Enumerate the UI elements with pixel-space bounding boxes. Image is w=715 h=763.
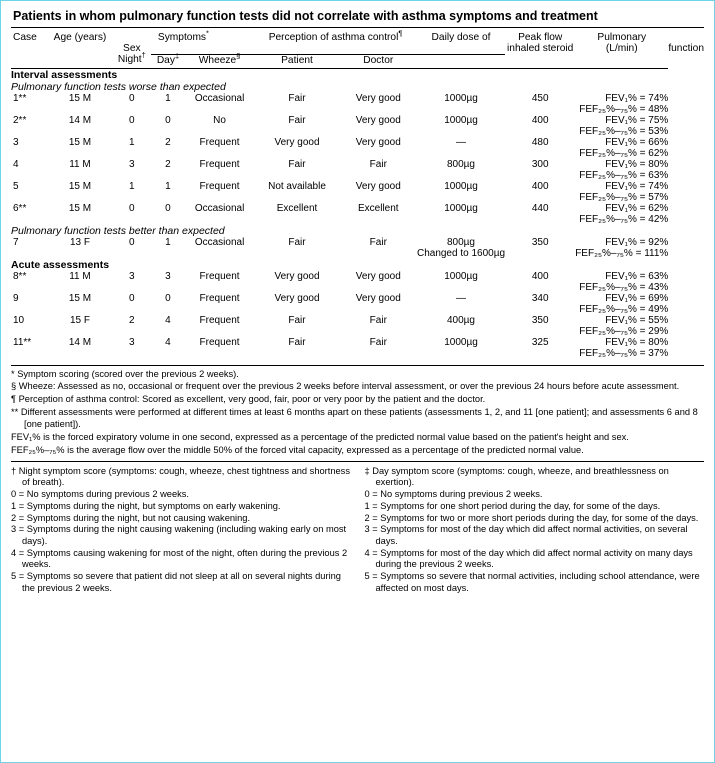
header-group-rules [11,43,704,54]
cell-peak-flow: 350 [531,314,549,326]
cell-steroid: 1000µg [444,202,478,214]
cell-doctor: Very good [355,136,401,148]
col-peak-flow-line1: Peak flow [518,32,563,43]
cell-wheeze: Frequent [199,336,240,348]
table-row-secondary [11,282,704,293]
cell-fef: FEF₂₅%–₇₅% = 48% [579,103,669,115]
cell-fef: FEF₂₅%–₇₅% = 63% [579,169,669,181]
section-label: Pulmonary function tests worse than expected [11,80,226,93]
section-header-row [11,259,704,271]
cell-doctor: Fair [369,236,387,248]
cell-patient: Excellent [276,202,318,214]
day-footnote-mark: ‡ [174,51,180,61]
cell-blank [11,248,417,259]
score-item: 3 = Symptoms during the night causing wakening (including waking early on most days). [11,524,347,546]
cell-patient: Fair [288,158,306,170]
cell-case: 9 [13,292,19,304]
cell-doctor: Excellent [358,202,399,214]
col-day-label: Day [156,54,175,66]
score-item: 1 = Symptoms during the night, but symptoms on early wakening. [11,500,281,511]
cell-wheeze: No [213,114,226,126]
cell-age: 15 M [68,180,92,192]
cell-blank [11,170,417,181]
cell-blank [505,170,575,181]
section-label: Interval assessments [11,68,118,81]
table-row [11,181,704,192]
cell-steroid: 1000µg [444,270,478,282]
table-row-secondary [11,248,704,259]
cell-steroid: 800µg [446,236,475,248]
table-row [11,159,704,170]
cell-day: 1 [165,180,171,192]
cell-blank [505,192,575,203]
table-row [11,293,704,304]
cell-age: 15 F [69,314,90,326]
cell-wheeze: Frequent [199,180,240,192]
cell-blank [505,348,575,359]
cell-fev: FEV₁% = 69% [605,292,669,304]
cell-day: 0 [165,292,171,304]
symptoms-footnote-mark: * [206,28,209,38]
data-table [11,28,704,359]
cell-blank [505,282,575,293]
cell-blank [417,348,505,359]
cell-night: 2 [129,314,135,326]
cell-patient: Very good [274,292,320,304]
cell-blank [505,148,575,159]
table-row-secondary [11,104,704,115]
col-symptoms-label: Symptoms [157,32,207,43]
cell-night: 3 [129,336,135,348]
table-row [11,315,704,326]
col-day [151,51,185,66]
cell-blank [417,126,505,137]
cell-day: 3 [165,270,171,282]
cell-night: 0 [129,114,135,126]
score-item: 4 = Symptoms causing wakening for most of the night, often during the previous 2 weeks. [11,547,348,570]
cell-wheeze: Frequent [199,314,240,326]
table-row-secondary [11,304,704,315]
cell-day: 1 [165,236,171,248]
cell-case: 2** [13,114,27,126]
cell-age: 15 M [68,202,92,214]
cell-wheeze: Occasional [194,236,245,248]
night-score-items [11,489,351,594]
cell-blank [417,170,505,181]
cell-doctor: Fair [369,336,387,348]
cell-case: 6** [13,202,27,214]
cell-fev: FEV₁% = 66% [605,136,669,148]
table-row [11,237,704,248]
cell-night: 1 [129,180,135,192]
cell-patient: Fair [288,236,306,248]
cell-day: 4 [165,336,171,348]
col-wheeze-label: Wheeze [198,54,237,66]
cell-steroid: 400µg [446,314,475,326]
cell-doctor: Very good [355,92,401,104]
notes-block [11,366,704,458]
cell-age: 14 M [68,114,92,126]
cell-fev: FEV₁% = 75% [605,114,669,126]
cell-peak-flow: 450 [531,92,549,104]
table-row-secondary [11,326,704,337]
cell-fef: FEF₂₅%–₇₅% = 62% [579,147,669,159]
cell-fef: FEF₂₅%–₇₅% = 49% [579,303,669,315]
col-daily-dose-line2: inhaled steroid [507,43,574,54]
cell-doctor: Very good [355,292,401,304]
col-night [113,50,151,66]
cell-day: 2 [165,136,171,148]
cell-blank [11,214,417,225]
day-symptom-score-column [365,466,705,595]
cell-blank [417,104,505,115]
cell-peak-flow: 440 [531,202,549,214]
cell-fef: FEF₂₅%–₇₅% = 111% [575,247,669,259]
cell-peak-flow: 480 [531,136,549,148]
cell-doctor: Very good [355,180,401,192]
cell-case: 3 [13,136,19,148]
note-line: FEF₂₅%–₇₅% is the average flow over the middle 50% of the forced vital capacity, expressed as a percentage of the predicted normal value. [11,444,584,455]
day-score-items [365,489,705,594]
note-line: FEV₁% is the forced expiratory volume in one second, expressed as a percentage of the predicted normal value based on the patient's height and sex. [11,431,629,442]
cell-blank [505,104,575,115]
cell-fef: FEF₂₅%–₇₅% = 43% [579,281,669,293]
day-score-heading: ‡ Day symptom score (symptoms: cough, wheeze, and breathlessness on exertion). [364,465,669,488]
cell-wheeze: Occasional [194,92,245,104]
cell-steroid: — [456,136,466,148]
cell-blank [417,192,505,203]
cell-fef: FEF₂₅%–₇₅% = 57% [579,191,669,203]
score-item: 3 = Symptoms for most of the day which did affect normal activities, on several days. [364,524,688,546]
night-score-heading: † Night symptom score (symptoms: cough, wheeze, chest tightness and shortness of breath). [11,465,350,488]
col-symptoms [113,28,255,43]
cell-peak-flow: 350 [531,236,549,248]
cell-fev: FEV₁% = 80% [605,336,669,348]
cell-doctor: Very good [355,114,401,126]
cell-fev: FEV₁% = 63% [605,270,669,282]
col-peak-flow-line2: (L/min) [605,43,638,54]
cell-blank [11,126,417,137]
table-body [11,69,704,359]
cell-fef: FEF₂₅%–₇₅% = 29% [579,325,669,337]
cell-day: 1 [165,92,171,104]
col-doctor: Doctor [363,54,394,66]
cell-day: 0 [165,114,171,126]
cell-wheeze: Frequent [199,292,240,304]
cell-fef: FEF₂₅%–₇₅% = 42% [579,213,669,225]
cell-day: 4 [165,314,171,326]
cell-fev: FEV₁% = 74% [605,92,669,104]
cell-case: 8** [13,270,27,282]
cell-fef: FEF₂₅%–₇₅% = 53% [579,125,669,137]
table-row [11,271,704,282]
cell-night: 3 [129,270,135,282]
cell-blank [417,214,505,225]
night-symptom-score-column [11,466,351,595]
cell-night: 0 [129,202,135,214]
section-header-row [11,81,704,93]
cell-steroid: 1000µg [444,336,478,348]
cell-night: 0 [129,236,135,248]
cell-peak-flow: 325 [531,336,549,348]
table-row-secondary [11,148,704,159]
note-line: ** Different assessments were performed at different times at least 6 months apart on these patients (assessments 1, 2, and 11 [one patient]; and assessments 6 and 8 [one patient]). [11,407,698,430]
col-wheeze [185,51,254,66]
perception-footnote-mark: ¶ [398,28,403,38]
col-pulmonary-line2: function [668,43,704,54]
table-row-secondary [11,214,704,225]
section-header-row [11,69,704,81]
cell-age: 11 M [69,158,91,170]
cell-fev: FEV₁% = 62% [605,202,669,214]
col-case: Case [13,32,37,43]
perception-group-rule [340,43,505,54]
cell-patient: Fair [288,314,306,326]
cell-steroid: 800µg [446,158,475,170]
cell-fev: FEV₁% = 80% [605,158,669,170]
cell-age: 13 F [69,236,90,248]
table-row [11,137,704,148]
cell-blank [417,282,505,293]
cell-peak-flow: 300 [531,158,549,170]
table-row-secondary [11,348,704,359]
table-row-secondary [11,170,704,181]
header-row-3 [11,54,704,66]
table-row-secondary [11,192,704,203]
cell-blank [505,326,575,337]
cell-wheeze: Frequent [199,270,240,282]
cell-patient: Very good [274,270,320,282]
note-line: § Wheeze: Assessed as no, occasional or frequent over the previous 2 weeks before interval assessment, or over the previous 24 hours before acute assessment. [11,381,680,392]
cell-blank [417,148,505,159]
cell-blank [505,126,575,137]
cell-patient: Not available [268,180,326,192]
header-row-1 [11,28,704,43]
cell-case: 5 [13,180,19,192]
wheeze-footnote-mark: § [236,51,241,61]
cell-age: 15 M [68,292,92,304]
table-row-secondary [11,126,704,137]
col-perception-label: Perception of asthma control [268,32,399,43]
cell-steroid: 1000µg [444,180,478,192]
cell-blank [505,214,575,225]
cell-patient: Fair [288,114,306,126]
section-label: Acute assessments [11,258,110,271]
cell-peak-flow: 400 [531,180,549,192]
cell-case: 4 [13,158,19,170]
cell-fef: FEF₂₅%–₇₅% = 37% [579,347,669,359]
cell-wheeze: Frequent [199,136,240,148]
cell-blank [11,348,417,359]
table-row [11,93,704,104]
cell-steroid: 1000µg [444,92,478,104]
col-sex: Sex [123,43,141,54]
symptoms-group-rule [151,43,340,54]
score-item: 1 = Symptoms for one short period during the day, for some of the days. [364,500,661,511]
cell-wheeze: Occasional [194,202,245,214]
cell-doctor: Fair [369,158,387,170]
cell-steroid: — [456,292,466,304]
col-perception [254,28,417,43]
cell-peak-flow: 340 [531,292,549,304]
cell-blank [11,148,417,159]
cell-night: 0 [129,92,135,104]
note-line: * Symptom scoring (scored over the previous 2 weeks). [11,368,239,379]
cell-patient: Fair [288,92,306,104]
cell-peak-flow: 400 [531,114,549,126]
note-line: ¶ Perception of asthma control: Scored as excellent, very good, fair, poor or very poor by the patient and the doctor. [11,394,486,405]
section-header-row [11,225,704,237]
col-daily-dose-line1: Daily dose of [431,32,491,43]
cell-night: 3 [129,158,135,170]
cell-blank [11,282,417,293]
table-row [11,337,704,348]
score-item: 5 = Symptoms so severe that normal activities, including school attendance, were affected on most days. [364,571,700,593]
section-label: Pulmonary function tests better than expected [11,224,225,237]
cell-blank [417,304,505,315]
cell-age: 15 M [68,136,92,148]
cell-case: 11** [13,336,32,348]
score-item: 2 = Symptoms for two or more short periods during the day, for some of the days. [364,512,699,523]
score-item: 2 = Symptoms during the night, but not causing wakening. [11,512,251,523]
col-patient: Patient [281,54,313,66]
cell-patient: Fair [288,336,306,348]
cell-fev: FEV₁% = 55% [605,314,669,326]
score-item: 0 = No symptoms during previous 2 weeks. [11,489,190,500]
cell-steroid-change: Changed to 1600µg [416,247,506,259]
score-item: 4 = Symptoms for most of the day which did affect normal activity on many days during the previous 2 weeks. [364,547,693,570]
cell-case: 7 [13,236,19,248]
cell-night: 1 [129,136,135,148]
page-title: Patients in whom pulmonary function tests did not correlate with asthma symptoms and treatment [13,9,598,23]
cell-blank [11,304,417,315]
cell-fev: FEV₁% = 92% [605,236,669,248]
cell-fev: FEV₁% = 74% [605,180,669,192]
table-row [11,115,704,126]
cell-age: 15 M [68,92,92,104]
cell-blank [417,326,505,337]
cell-day: 0 [165,202,171,214]
score-item: 5 = Symptoms so severe that patient did not sleep at all on several nights during the previous 2 weeks. [11,571,341,593]
cell-blank [505,248,575,259]
cell-age: 14 M [68,336,92,348]
score-item: 0 = No symptoms during previous 2 weeks. [364,489,543,500]
cell-night: 0 [129,292,135,304]
cell-wheeze: Frequent [199,158,240,170]
col-pulmonary-line1: Pulmonary [597,32,647,43]
col-age: Age (years) [53,32,107,43]
cell-steroid: 1000µg [444,114,478,126]
cell-patient: Very good [274,136,320,148]
cell-day: 2 [165,158,171,170]
cell-age: 11 M [69,270,91,282]
cell-blank [11,192,417,203]
cell-peak-flow: 400 [531,270,549,282]
cell-blank [11,326,417,337]
symptom-score-footnotes [11,462,704,595]
cell-doctor: Fair [369,314,387,326]
cell-blank [11,104,417,115]
col-night-label: Night [117,54,142,65]
table-row [11,203,704,214]
cell-blank [505,304,575,315]
cell-case: 1** [13,92,27,104]
cell-doctor: Very good [355,270,401,282]
cell-case: 10 [13,314,25,326]
night-footnote-mark: † [141,50,146,60]
